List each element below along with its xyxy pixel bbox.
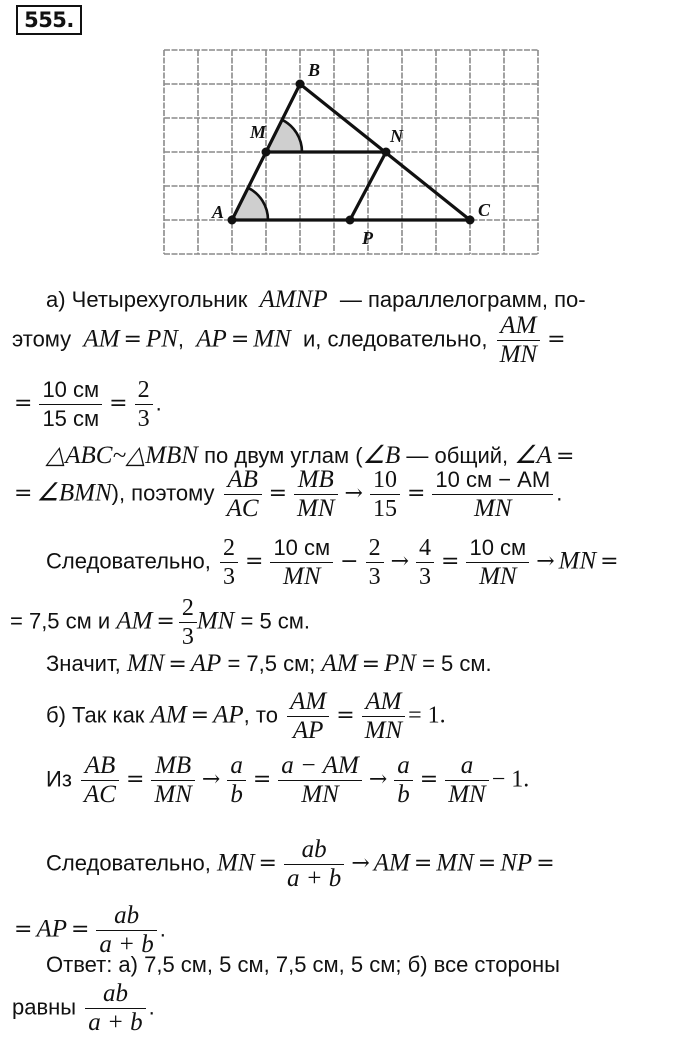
text-line-7 <box>10 594 700 651</box>
text: по двум углам ( <box>204 443 363 468</box>
op: = <box>419 767 439 793</box>
fraction: $\frac{MB}{MN}$ <box>294 466 338 523</box>
op: = <box>258 851 277 877</box>
fraction: $\frac{MB}{MN}$ <box>151 752 195 809</box>
math: ∠B <box>362 442 401 469</box>
fraction: $\frac{AM}{MN}$ <box>497 312 541 369</box>
math: AP <box>196 325 227 353</box>
fraction: $\frac{10 см}{MN}$ <box>270 534 333 591</box>
op: = <box>14 917 33 943</box>
text-line-11 <box>46 836 700 893</box>
label-A: A <box>212 202 225 222</box>
fraction: $\frac{a}{b}$ <box>394 752 413 809</box>
fraction: $\frac{AM}{MN}$ <box>362 688 406 745</box>
op: = <box>14 481 33 507</box>
fraction: $\frac{a - AM}{MN}$ <box>278 752 362 809</box>
text: ), поэтому <box>111 480 215 506</box>
math: MN <box>196 607 235 635</box>
triangle-figure <box>0 0 700 270</box>
op: = <box>70 917 90 943</box>
math: AM <box>321 650 358 677</box>
op: = <box>109 391 128 417</box>
point-M <box>262 148 271 157</box>
math: AP <box>213 701 244 729</box>
math: MN <box>558 547 597 575</box>
fraction: $\frac{10 см - AM}{MN}$ <box>432 466 553 523</box>
text: Из <box>46 766 72 792</box>
fraction: $\frac{2}{3}$ <box>135 376 153 433</box>
math: ~ <box>112 442 126 469</box>
fraction: $\frac{AB}{AC}$ <box>224 466 262 523</box>
op: = <box>555 444 575 469</box>
answer-line-2 <box>12 980 700 1037</box>
math: MN <box>217 849 255 877</box>
text-line-10 <box>46 752 700 809</box>
math: △ABC <box>46 442 113 469</box>
text-line-1 <box>46 286 700 314</box>
text-line-12 <box>10 902 700 959</box>
text: — параллелограмм, по- <box>339 287 586 312</box>
point-N <box>382 148 391 157</box>
fraction: $\frac{AB}{AC}$ <box>81 752 119 809</box>
op: = <box>406 481 426 507</box>
arrow: → <box>536 549 555 575</box>
op: = <box>441 549 460 575</box>
fraction: $\frac{2}{3}$ <box>220 534 238 591</box>
math: △MBN <box>125 442 198 469</box>
label-P: P <box>362 228 373 248</box>
label-M: M <box>250 122 267 142</box>
text-line-2: этому AM = PN, AP = MN и, следовательно, $\frac{AM}{MN}$ = <box>12 312 566 368</box>
arrow: → <box>344 481 363 507</box>
op: = <box>190 703 210 729</box>
fraction: $\frac{ab}{a + b}$ <box>96 902 156 959</box>
arrow: → <box>390 549 410 575</box>
op: = <box>547 327 566 353</box>
fraction: $\frac{AM}{AP}$ <box>287 688 329 745</box>
period: . <box>556 480 563 506</box>
text: этому <box>12 326 72 352</box>
text: равны <box>12 994 77 1020</box>
math: − 1. <box>491 766 530 793</box>
fraction: $\frac{a}{MN}$ <box>445 752 489 809</box>
arrow: → <box>368 767 388 793</box>
angle-fill <box>232 188 268 220</box>
math: MN <box>253 325 291 353</box>
op: = <box>336 703 355 729</box>
math: MN <box>126 650 165 677</box>
label-B: B <box>308 60 321 80</box>
math: ∠BMN <box>36 479 112 507</box>
text-line-8 <box>46 650 700 678</box>
answer-text: Ответ: а) 7,5 см, 5 см, 7,5 см, 5 см; б) все стороны <box>46 952 560 977</box>
math: = 1. <box>408 702 446 729</box>
label-C: C <box>478 200 491 220</box>
op: = <box>245 549 264 575</box>
period: . <box>148 994 155 1020</box>
math: AM <box>116 607 153 635</box>
text-line-9 <box>46 688 700 745</box>
op: = <box>125 767 145 793</box>
op: = <box>361 652 381 677</box>
period: . <box>159 916 166 942</box>
text: Значит, <box>46 651 121 676</box>
op: = <box>230 327 250 353</box>
op: = <box>477 851 497 877</box>
text: , то <box>243 702 278 728</box>
period: . <box>155 390 162 416</box>
fraction: $\frac{10}{15}$ <box>370 466 400 523</box>
fraction: $\frac{10 см}{15 см}$ <box>39 376 102 433</box>
text: и, следовательно, <box>302 326 488 352</box>
text: б) Так как <box>46 702 145 728</box>
label-N: N <box>390 126 403 146</box>
fraction: $\frac{4}{3}$ <box>416 534 434 591</box>
op: = <box>413 851 433 877</box>
op: = <box>536 851 555 877</box>
op: = <box>168 652 187 677</box>
op: = <box>14 391 33 417</box>
op: = <box>252 767 272 793</box>
op: = <box>268 481 288 507</box>
problem-number: 555. <box>16 5 82 35</box>
op: = <box>156 609 175 635</box>
op: = <box>600 549 619 575</box>
text: — общий, <box>406 443 509 468</box>
math: PN <box>145 325 178 353</box>
answer-line <box>46 952 700 978</box>
text: = 5 см. <box>422 651 492 676</box>
math: AM <box>150 701 187 729</box>
point-P <box>346 216 355 225</box>
op: − <box>340 549 359 575</box>
point-C <box>466 216 475 225</box>
text: = 7,5 см; <box>227 651 316 676</box>
text: = 5 см. <box>240 608 311 634</box>
math: AP <box>36 915 67 943</box>
math: MN <box>436 849 474 877</box>
text: а) Четырехугольник <box>46 287 248 312</box>
fraction: $\frac{a}{b}$ <box>227 752 246 809</box>
text-line-3 <box>10 376 700 433</box>
math: NP <box>500 849 533 877</box>
fraction: $\frac{2}{3}$ <box>366 534 384 591</box>
math: ∠A <box>514 442 552 469</box>
math: PN <box>384 650 416 677</box>
text: Следовательно, <box>46 850 211 876</box>
math: AM <box>83 325 120 353</box>
fraction: $\frac{10 см}{MN}$ <box>466 534 529 591</box>
math: AP <box>190 650 222 677</box>
arrow: → <box>201 767 221 793</box>
point-A <box>228 216 237 225</box>
angle-fill <box>266 120 302 152</box>
math: AM <box>373 849 410 877</box>
math: AMNP <box>259 286 328 313</box>
fraction: $\frac{ab}{a + b}$ <box>85 980 145 1037</box>
text: Следовательно, <box>46 548 211 574</box>
point-B <box>296 80 305 89</box>
fraction: $\frac{2}{3}$ <box>179 594 197 651</box>
text-line-5 <box>10 466 700 523</box>
op: = <box>123 327 142 353</box>
text-line-6 <box>46 534 700 591</box>
arrow: → <box>351 851 370 877</box>
text: = 7,5 см и <box>10 608 111 634</box>
fraction: $\frac{ab}{a + b}$ <box>284 836 344 893</box>
